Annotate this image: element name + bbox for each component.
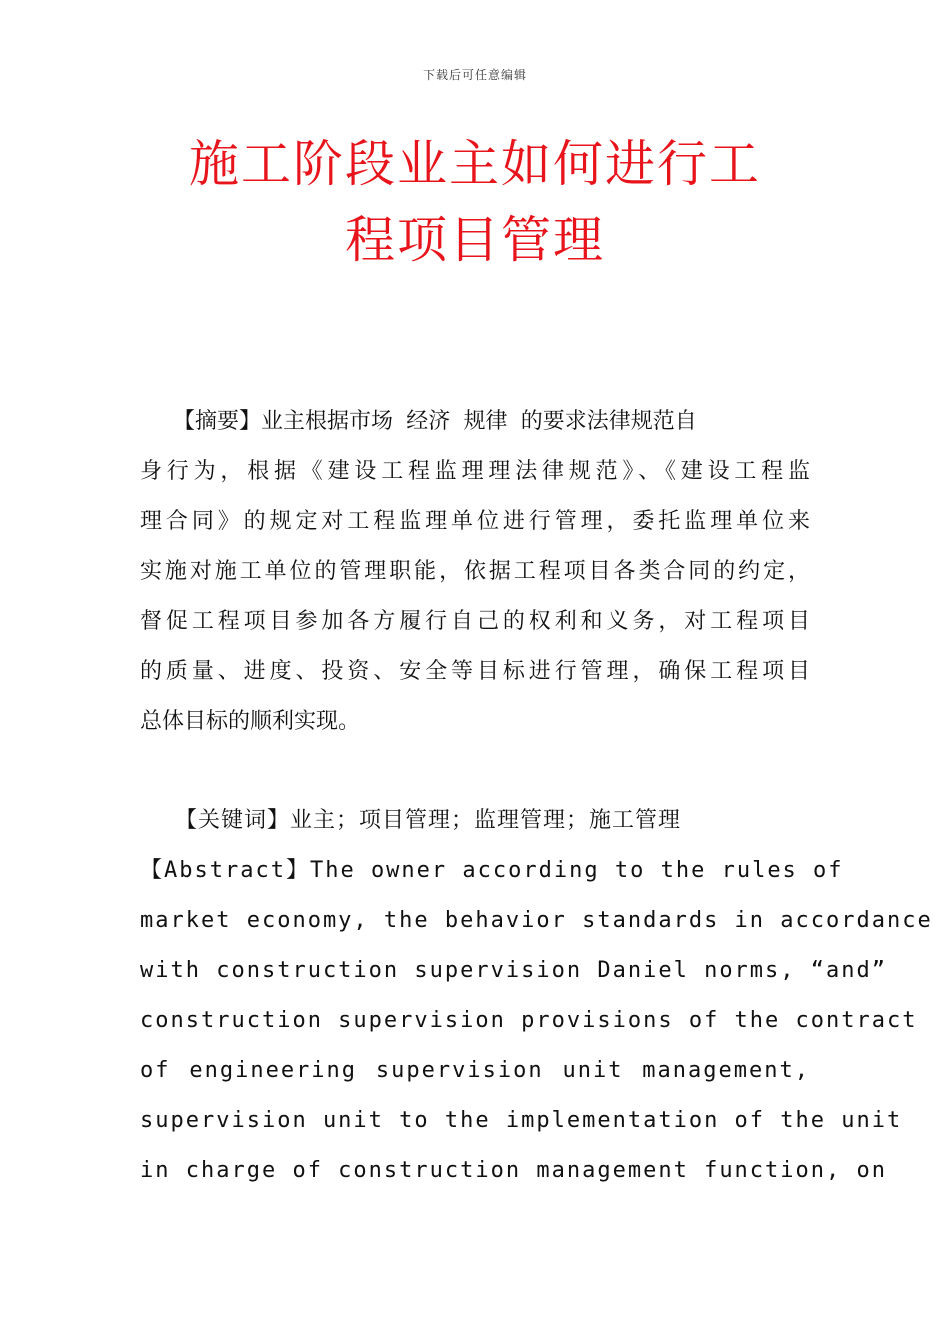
header-note: 下载后可任意编辑 bbox=[422, 68, 527, 82]
keywords-line: 【关键词】业主；项目管理；监理管理；施工管理 bbox=[140, 808, 682, 833]
abstract-en-line: construction supervision provisions of the contract bbox=[140, 1008, 918, 1033]
keywords-chinese bbox=[140, 796, 810, 846]
abstract-en-line: with construction supervision Daniel norms, “and” bbox=[140, 958, 888, 983]
abstract-line: 【摘要】业主根据市场 经济 规律 的要求法律规范自 bbox=[140, 409, 697, 434]
document-title-line-2: 程项目管理 bbox=[345, 211, 605, 269]
abstract-line: 总体目标的顺利实现。 bbox=[140, 709, 361, 734]
abstract-line: 身行为，根据《建设工程监理理法律规范》、《建设工程监 bbox=[140, 459, 810, 484]
abstract-en-line: 【Abstract】The owner according to the rules of bbox=[140, 858, 844, 883]
abstract-en-line: in charge of construction management function, on bbox=[140, 1158, 888, 1183]
abstract-chinese bbox=[140, 397, 810, 747]
abstract-line: 督促工程项目参加各方履行自己的权利和义务，对工程项目 bbox=[140, 609, 810, 634]
abstract-en-line: supervision unit to the implementation of the unit bbox=[140, 1108, 903, 1133]
abstract-en-line: market economy, the behavior standards in accordance bbox=[140, 908, 933, 933]
abstract-line: 理合同》的规定对工程监理单位进行管理，委托监理单位来 bbox=[140, 509, 810, 534]
abstract-line: 实施对施工单位的管理职能，依据工程项目各类合同的约定， bbox=[140, 559, 810, 584]
abstract-line: 的质量、进度、投资、安全等目标进行管理，确保工程项目 bbox=[140, 659, 810, 684]
abstract-en-line: of engineering supervision unit management, bbox=[140, 1058, 810, 1083]
abstract-english bbox=[140, 846, 933, 1196]
document-title-line-1: 施工阶段业主如何进行工 bbox=[189, 135, 761, 193]
